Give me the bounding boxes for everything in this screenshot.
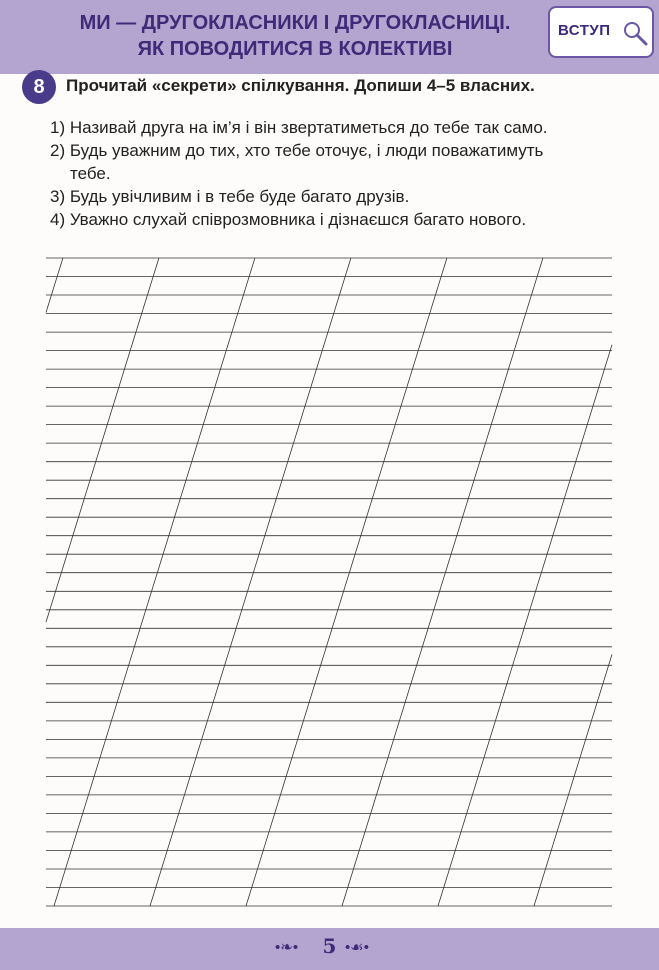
tip-text: 4) Уважно слухай співрозмовника і дізнаєшся багато нового. [50, 210, 527, 229]
section-label: ВСТУП [558, 22, 611, 39]
right-ornament-icon: •☙• [345, 939, 369, 956]
slant-guide-line [150, 258, 351, 906]
page-title-line1: МИ — ДРУГОКЛАСНИКИ І ДРУГОКЛАСНИЦІ. [79, 12, 511, 34]
left-ornament-icon: •❧• [275, 939, 299, 956]
slant-guide-line [46, 258, 159, 622]
task-instruction: Прочитай «секрети» спілкування. Допиши 4–5 власних. [66, 76, 535, 95]
slant-guide-line [246, 258, 447, 906]
tip-text: 2) Будь уважним до тих, хто тебе оточує, і люди поважатимуть [50, 141, 544, 160]
task-number-badge: 8 [22, 70, 56, 104]
slant-guide-line [438, 345, 612, 906]
slant-guide-line [54, 258, 255, 906]
tip-text: 3) Будь увічливим і в тебе буде багато друзів. [50, 187, 410, 206]
tip-text-continued: тебе. [70, 164, 111, 183]
slant-guide-line [534, 654, 612, 906]
page-title-line2: ЯК ПОВОДИТИСЯ В КОЛЕКТИВІ [137, 38, 453, 60]
slant-guide-line [46, 258, 63, 313]
page-number: 5 [322, 934, 337, 958]
tip-text: 1) Називай друга на ім’я і він звертатиметься до тебе так само. [50, 118, 548, 137]
slant-guide-line [342, 258, 543, 906]
